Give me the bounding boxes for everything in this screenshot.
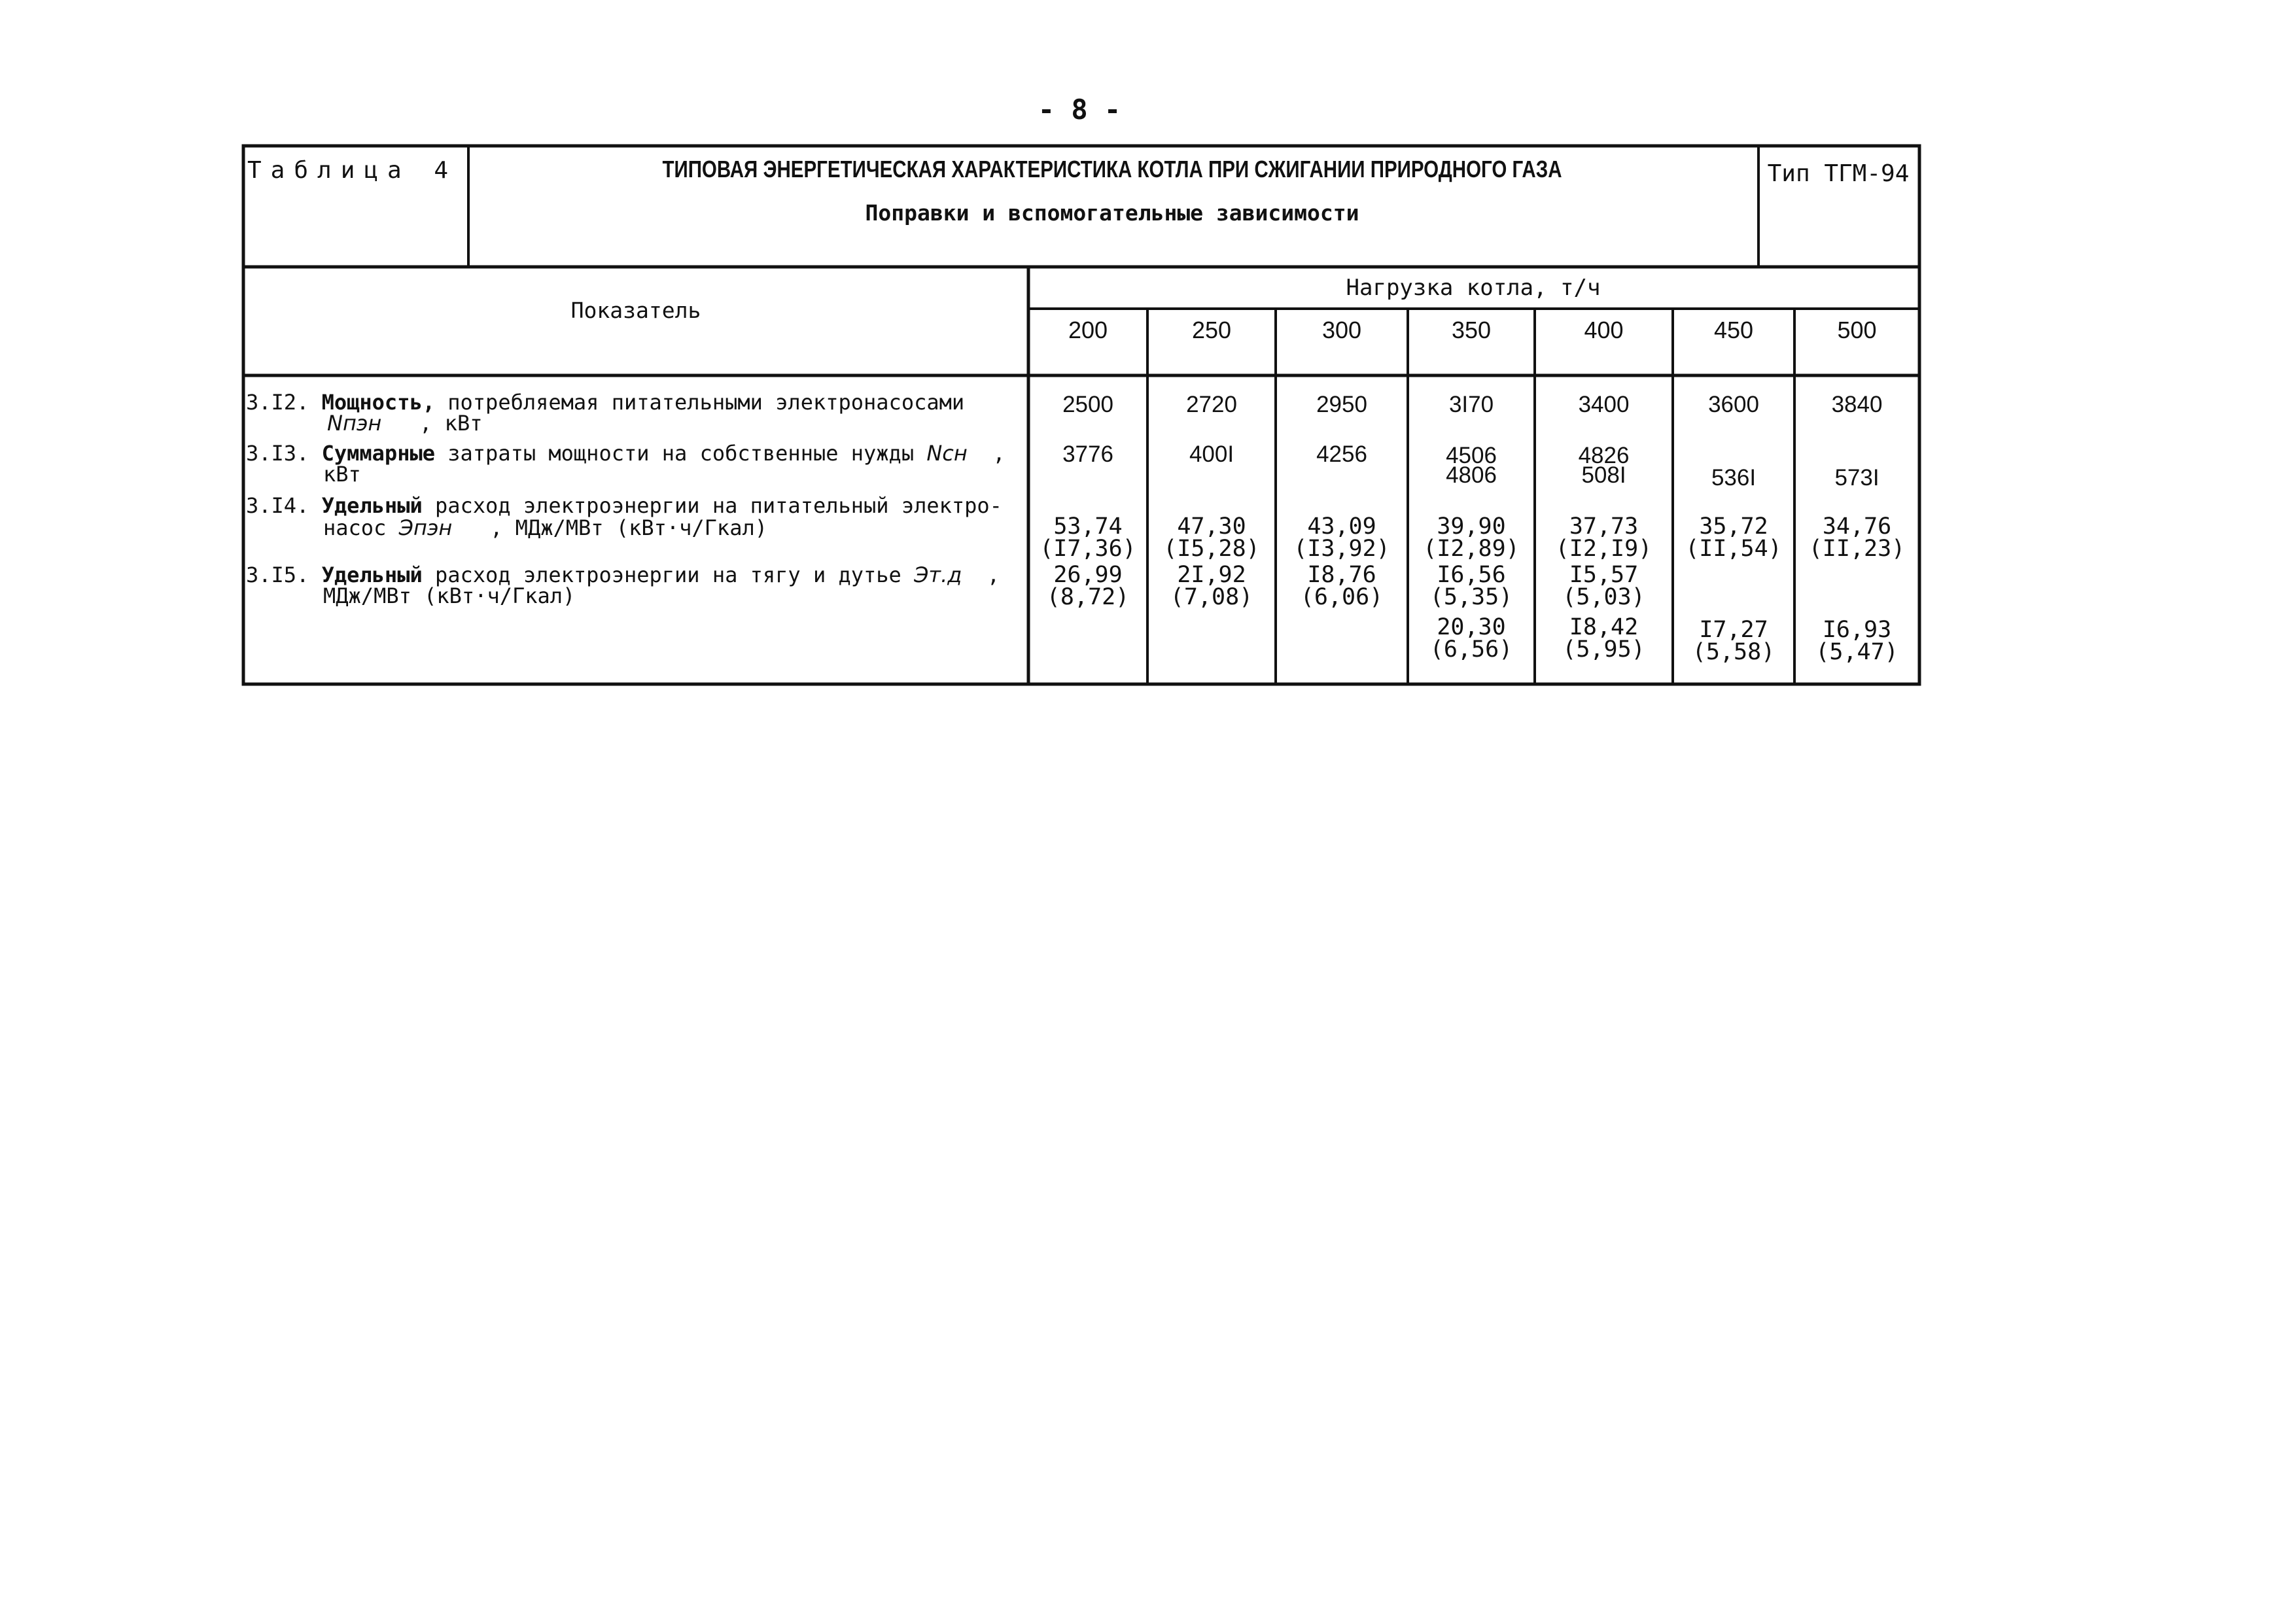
value-cell: 573I bbox=[1834, 465, 1880, 491]
symbol-E-td: Эт.д bbox=[914, 562, 962, 587]
value-cell bbox=[1794, 619, 1919, 663]
value-cell bbox=[1673, 515, 1794, 560]
value-alt: (5,47) bbox=[1815, 639, 1898, 665]
symbol-N-sn: Nсн bbox=[926, 441, 968, 466]
row-text: затраты мощности на собственные нужды bbox=[434, 441, 927, 466]
value-alt: (I5,28) bbox=[1163, 536, 1260, 562]
value-cell bbox=[1147, 515, 1276, 560]
value-alt: (6,06) bbox=[1300, 584, 1384, 610]
value-alt: (5,58) bbox=[1692, 639, 1775, 665]
value-alt: (7,08) bbox=[1170, 584, 1253, 610]
row-text: насос bbox=[323, 515, 399, 540]
row-3-14-line2 bbox=[323, 517, 767, 539]
value-cell: 3600 bbox=[1708, 392, 1759, 417]
row-number: 3.I5. bbox=[246, 562, 309, 587]
value-alt: (5,03) bbox=[1562, 584, 1645, 610]
value-cell: 3I70 bbox=[1448, 392, 1494, 417]
load-450: 450 bbox=[1713, 317, 1754, 343]
value-cell: 536I bbox=[1711, 465, 1757, 491]
value-cell bbox=[1276, 564, 1408, 608]
row-3-13-label bbox=[246, 442, 1006, 464]
value-cell: 2500 bbox=[1062, 392, 1113, 417]
value-cell bbox=[1408, 515, 1535, 560]
value-main: I8,76 bbox=[1307, 562, 1376, 588]
row-3-15-line2: МДж/МВт (кВт·ч/Гкал) bbox=[323, 583, 576, 608]
value-main: I6,56 bbox=[1437, 562, 1506, 588]
value-cell bbox=[1408, 564, 1535, 608]
value-cell bbox=[1794, 515, 1919, 560]
value-alt: (5,95) bbox=[1562, 636, 1645, 663]
symbol-E-pen: Эпэн bbox=[398, 515, 453, 540]
row-text: расход электроэнергии на тягу и дутье bbox=[422, 562, 915, 587]
value-main: I6,93 bbox=[1822, 617, 1892, 643]
row-number: 3.I2. bbox=[246, 390, 309, 415]
value-main: 47,30 bbox=[1177, 513, 1246, 540]
value-main: 43,09 bbox=[1307, 513, 1376, 540]
value-alt: (6,56) bbox=[1429, 636, 1513, 663]
boiler-type: Тип ТГМ-94 bbox=[1767, 160, 1910, 187]
value-cell: 3840 bbox=[1831, 392, 1883, 417]
value-cell: 508I bbox=[1581, 462, 1626, 488]
value-cell bbox=[1535, 564, 1673, 608]
load-300: 300 bbox=[1321, 317, 1362, 343]
value-cell bbox=[1673, 619, 1794, 663]
value-cell bbox=[1028, 564, 1147, 608]
row-number: 3.I4. bbox=[246, 493, 309, 518]
value-main: 26,99 bbox=[1053, 562, 1123, 588]
row-punct: , bbox=[967, 441, 1006, 466]
row-3-14-label bbox=[246, 494, 1002, 517]
value-alt: (8,72) bbox=[1046, 584, 1130, 610]
value-cell: 3776 bbox=[1062, 441, 1113, 467]
value-cell bbox=[1147, 564, 1276, 608]
row-keyword: Удельный bbox=[321, 493, 423, 518]
value-alt: (II,54) bbox=[1685, 536, 1782, 562]
value-alt: (II,23) bbox=[1808, 536, 1906, 562]
row-3-15-label bbox=[246, 564, 1000, 586]
value-main: 2I,92 bbox=[1177, 562, 1246, 588]
row-unit: , кВт bbox=[381, 411, 483, 436]
value-alt: (I2,I9) bbox=[1555, 536, 1653, 562]
row-3-13-line2: кВт bbox=[323, 462, 361, 487]
indicator-header: Показатель bbox=[570, 298, 701, 323]
symbol-N-pen: Nпэн bbox=[327, 411, 382, 436]
row-keyword: Суммарные bbox=[321, 441, 435, 466]
value-cell: 2720 bbox=[1186, 392, 1237, 417]
load-400: 400 bbox=[1584, 317, 1624, 343]
value-cell bbox=[1408, 616, 1535, 661]
value-alt: (5,35) bbox=[1429, 584, 1513, 610]
value-cell bbox=[1535, 616, 1673, 661]
row-number: 3.I3. bbox=[246, 441, 309, 466]
value-cell: 400I bbox=[1189, 441, 1234, 467]
value-main: 53,74 bbox=[1053, 513, 1123, 540]
load-header: Нагрузка котла, т/ч bbox=[1346, 275, 1601, 301]
row-text: расход электроэнергии на питательный электро- bbox=[422, 493, 1002, 518]
page-number: - 8 - bbox=[1038, 94, 1121, 126]
value-cell: 2950 bbox=[1316, 392, 1367, 417]
table-subtitle: Поправки и вспомогательные зависимости bbox=[865, 200, 1359, 226]
value-alt: (I7,36) bbox=[1040, 536, 1136, 562]
value-main: I5,57 bbox=[1569, 562, 1639, 588]
row-text: потребляемая питательными электронасосами bbox=[434, 390, 965, 415]
value-main: I8,42 bbox=[1569, 614, 1639, 640]
value-main: 39,90 bbox=[1437, 513, 1506, 540]
table-title: ТИПОВАЯ ЭНЕРГЕТИЧЕСКАЯ ХАРАКТЕРИСТИКА КОТЛА ПРИ СЖИГАНИИ ПРИРОДНОГО ГАЗА bbox=[662, 156, 1562, 182]
value-cell bbox=[1028, 515, 1147, 560]
value-cell: 3400 bbox=[1578, 392, 1630, 417]
load-250: 250 bbox=[1191, 317, 1232, 343]
value-cell: 4256 bbox=[1316, 441, 1367, 467]
value-cell bbox=[1535, 515, 1673, 560]
row-keyword: Удельный bbox=[321, 562, 423, 587]
row-keyword: Мощность, bbox=[321, 390, 435, 415]
value-main: I7,27 bbox=[1699, 617, 1768, 643]
value-alt: (I2,89) bbox=[1423, 536, 1520, 562]
row-unit: , МДж/МВт (кВт·ч/Гкал) bbox=[452, 515, 767, 540]
value-cell: 4806 bbox=[1446, 462, 1497, 488]
table-label: Таблица 4 bbox=[247, 157, 458, 184]
load-350: 350 bbox=[1451, 317, 1492, 343]
load-500: 500 bbox=[1837, 317, 1877, 343]
value-cell: 4506 bbox=[1446, 443, 1497, 468]
value-main: 37,73 bbox=[1569, 513, 1639, 540]
row-punct: , bbox=[962, 562, 1000, 587]
load-200: 200 bbox=[1068, 317, 1108, 343]
value-main: 34,76 bbox=[1822, 513, 1892, 540]
value-cell bbox=[1276, 515, 1408, 560]
value-main: 20,30 bbox=[1437, 614, 1506, 640]
row-3-12-label bbox=[246, 391, 964, 413]
row-3-12-line2 bbox=[327, 412, 482, 434]
value-cell: 4826 bbox=[1578, 443, 1630, 468]
value-main: 35,72 bbox=[1699, 513, 1768, 540]
value-alt: (I3,92) bbox=[1293, 536, 1390, 562]
